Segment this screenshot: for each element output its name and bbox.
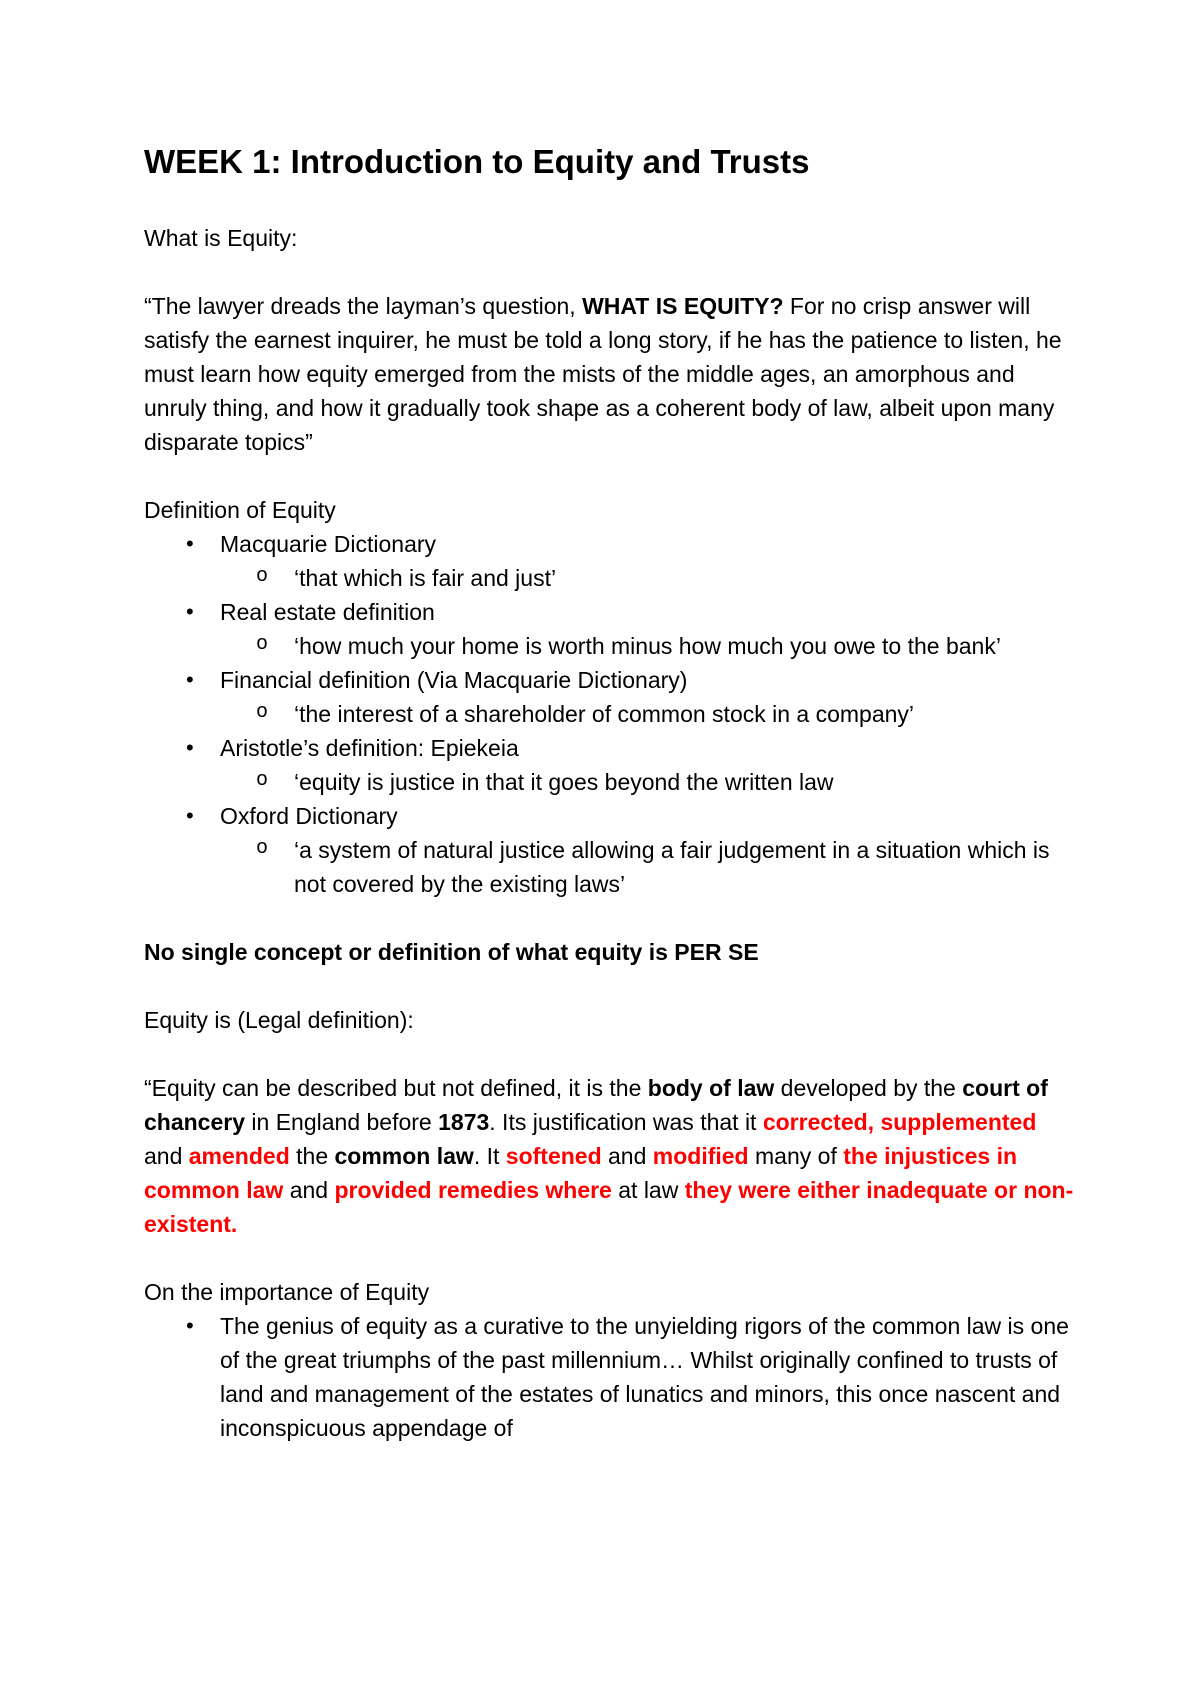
- quote-text: in England before: [245, 1109, 439, 1135]
- importance-text: The genius of equity as a curative to the unyielding rigors of the common law is one of the great triumphs of the past millennium… Whilst originally confined to trusts of land and management of the estates of lunatics and minors, this once nascent and inconspicuous appendage of: [220, 1313, 1069, 1441]
- quote-bold: 1873: [438, 1109, 490, 1135]
- definition-label: Financial definition (Via Macquarie Dictionary): [220, 667, 688, 693]
- opening-quote: [144, 289, 1074, 459]
- definition-text: ‘how much your home is worth minus how much you owe to the bank’: [294, 633, 1001, 659]
- quote-text: . It: [473, 1143, 506, 1169]
- list-item: [144, 799, 1074, 833]
- quote-highlight: amended: [188, 1143, 290, 1169]
- legal-definition-quote: [144, 1071, 1074, 1241]
- what-is-equity-heading: What is Equity:: [144, 225, 298, 251]
- quote-highlight: corrected, supplemented: [762, 1109, 1037, 1135]
- quote-text: many of: [748, 1143, 844, 1169]
- definition-list: [144, 527, 1074, 901]
- sub-list-item: [144, 765, 1074, 799]
- legal-definition-heading: Equity is (Legal definition):: [144, 1007, 414, 1033]
- quote-text: “Equity can be described but not defined, it is the: [144, 1075, 648, 1101]
- quote-emphasis: WHAT IS EQUITY?: [582, 293, 784, 319]
- quote-highlight: they were either inadequate or non- existent.: [144, 1177, 1074, 1237]
- definition-text: ‘the interest of a shareholder of common stock in a company’: [294, 701, 915, 727]
- quote-text: “The lawyer dreads the layman’s question,: [144, 293, 583, 319]
- importance-list: [144, 1309, 1074, 1445]
- list-item: [144, 663, 1074, 697]
- quote-highlight: softened: [505, 1143, 602, 1169]
- sub-list-item: [144, 833, 1074, 901]
- list-item: [144, 527, 1074, 561]
- quote-bold: body of law: [647, 1075, 775, 1101]
- sub-list-item: [144, 561, 1074, 595]
- quote-text: the: [289, 1143, 335, 1169]
- definition-text: ‘a system of natural justice allowing a fair judgement in a situation which is not covered by the existing laws’: [294, 837, 1050, 897]
- quote-text: . Its justification was that it: [489, 1109, 763, 1135]
- importance-heading: On the importance of Equity: [144, 1279, 430, 1305]
- no-single-concept-note: No single concept or definition of what equity is PER SE: [144, 939, 759, 965]
- definition-text: ‘equity is justice in that it goes beyond the written law: [294, 769, 834, 795]
- document-body: [144, 140, 1074, 1445]
- sub-list-item: [144, 697, 1074, 731]
- quote-text: and: [144, 1143, 189, 1169]
- quote-text: For no crisp answer will satisfy the earnest inquirer, he must be told a long story, if he has the patience to listen, he must learn how equity emerged from the mists of the middle ages, an amorphous and unruly thing, and how it gradually took shape as a coherent body of law, albeit upon many disparate topics”: [144, 293, 1062, 455]
- definition-label: Macquarie Dictionary: [220, 531, 437, 557]
- list-item: [144, 1309, 1074, 1445]
- page-title: WEEK 1: Introduction to Equity and Trusts: [144, 143, 810, 180]
- definition-heading: Definition of Equity: [144, 497, 336, 523]
- quote-bold: common law: [334, 1143, 474, 1169]
- quote-highlight: provided remedies where: [334, 1177, 612, 1203]
- quote-highlight: the injustices in common law: [144, 1143, 1018, 1203]
- quote-text: and: [283, 1177, 335, 1203]
- definition-label: Real estate definition: [220, 599, 435, 625]
- quote-highlight: modified: [652, 1143, 749, 1169]
- quote-text: at law: [611, 1177, 685, 1203]
- quote-bold: court of chancery: [144, 1075, 1048, 1135]
- definition-label: Aristotle’s definition: Epiekeia: [220, 735, 519, 761]
- sub-list-item: [144, 629, 1074, 663]
- list-item: [144, 731, 1074, 765]
- quote-text: developed by the: [774, 1075, 963, 1101]
- definition-text: ‘that which is fair and just’: [294, 565, 557, 591]
- list-item: [144, 595, 1074, 629]
- quote-text: and: [601, 1143, 653, 1169]
- definition-label: Oxford Dictionary: [220, 803, 398, 829]
